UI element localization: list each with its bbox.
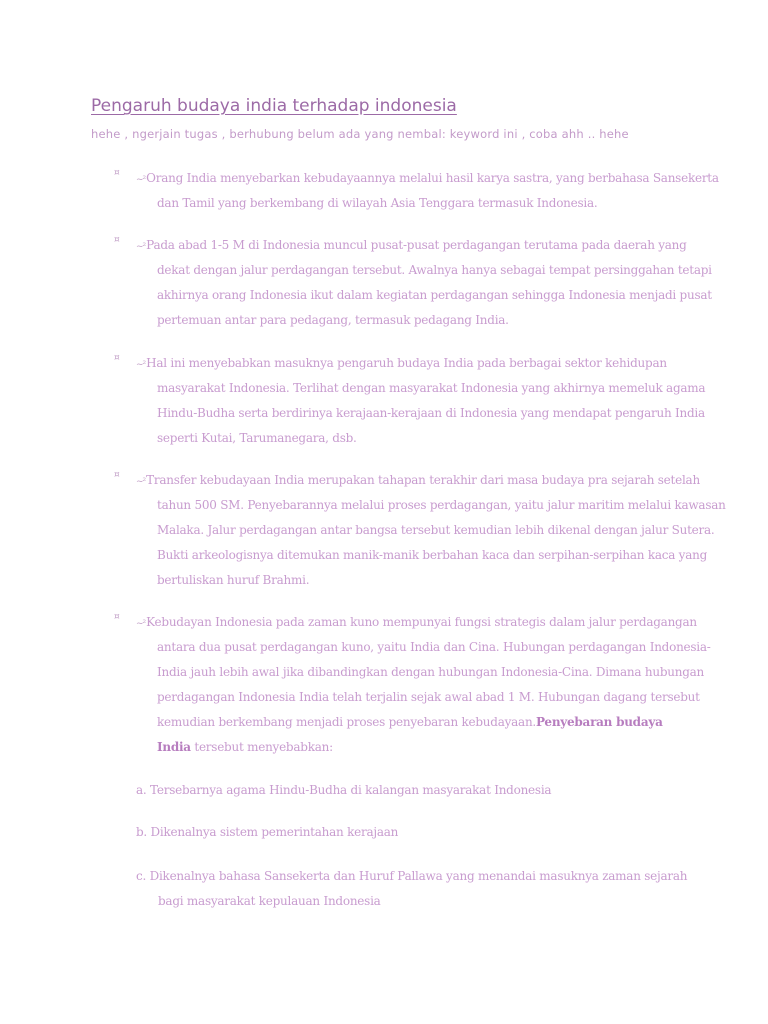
paragraph-line: seperti Kutai, Tarumanegara, dsb. xyxy=(157,431,357,445)
bullet-icon: ¤ xyxy=(114,168,120,178)
paragraph-line: Bukti arkeologisnya ditemukan manik-manik berbahan kaca dan serpihan-serpihan kaca yang xyxy=(157,548,708,562)
paragraph-line: Hindu-Budha serta berdirinya kerajaan-kerajaan di Indonesia yang mendapat pengaruh India xyxy=(157,406,705,420)
sub-item-line: c. Dikenalnya bahasa Sansekerta dan Huruf Pallawa yang menandai masuknya zaman sejarah xyxy=(136,869,688,883)
paragraph-line: India tersebut menyebabkan: xyxy=(157,740,333,754)
sub-list-item xyxy=(136,778,696,803)
paragraph-line: ~²Pada abad 1-5 M di Indonesia muncul pusat-pusat perdagangan terutama pada daerah yang xyxy=(136,238,687,252)
marker-icon: ~² xyxy=(136,360,146,370)
paragraph-line: India jauh lebih awal jika dibandingkan dengan hubungan Indonesia-Cina. Dimana hubungan xyxy=(157,665,705,679)
marker-icon: ~² xyxy=(136,175,146,185)
paragraph-line: bertuliskan huruf Brahmi. xyxy=(157,573,310,587)
paragraph-line: dan Tamil yang berkembang di wilayah Asia Tenggara termasuk Indonesia. xyxy=(157,196,598,210)
paragraph-line: ~²Transfer kebudayaan India merupakan tahapan terakhir dari masa budaya pra sejarah setelah xyxy=(136,473,700,487)
bullet-icon: ¤ xyxy=(114,353,120,363)
sub-list-item xyxy=(136,864,696,914)
paragraph-line: ~²Kebudayan Indonesia pada zaman kuno mempunyai fungsi strategis dalam jalur perdagangan xyxy=(136,615,697,629)
marker-icon: ~² xyxy=(136,242,146,252)
bullet-icon: ¤ xyxy=(114,470,120,480)
paragraph-line: ~²Orang India menyebarkan kebudayaannya melalui hasil karya sastra, yang berbahasa Sansekerta xyxy=(136,171,719,185)
paragraph-line: perdagangan Indonesia India telah terjalin sejak awal abad 1 M. Hubungan dagang tersebut xyxy=(157,690,700,704)
bullet-icon: ¤ xyxy=(114,612,120,622)
bold-phrase: Penyebaran budaya xyxy=(535,715,663,729)
sub-item-line: a. Tersebarnya agama Hindu-Budha di kalangan masyarakat Indonesia xyxy=(136,783,552,797)
bold-phrase: India xyxy=(157,740,191,754)
bullet-icon: ¤ xyxy=(114,235,120,245)
paragraph-line: ~²Hal ini menyebabkan masuknya pengaruh budaya India pada berbagai sektor kehidupan xyxy=(136,356,667,370)
paragraph-line: pertemuan antar para pedagang, termasuk pedagang India. xyxy=(157,313,509,327)
sub-item-line: bagi masyarakat kepulauan Indonesia xyxy=(158,894,381,908)
marker-icon: ~² xyxy=(136,619,146,629)
paragraph-line: dekat dengan jalur perdagangan tersebut. Awalnya hanya sebagai tempat persinggahan tetapi xyxy=(157,263,712,277)
paragraph-line: kemudian berkembang menjadi proses penyebaran kebudayaan.Penyebaran budaya xyxy=(157,715,663,729)
paragraph-line: tahun 500 SM. Penyebarannya melalui proses perdagangan, yaitu jalur maritim melalui kawasan xyxy=(157,498,726,512)
document-title: Pengaruh budaya india terhadap indonesia xyxy=(91,96,457,116)
paragraph-line: antara dua pusat perdagangan kuno, yaitu India dan Cina. Hubungan perdagangan Indonesia- xyxy=(157,640,711,654)
paragraph-line: akhirnya orang Indonesia ikut dalam kegiatan perdagangan sehingga Indonesia menjadi pusat xyxy=(157,288,712,302)
paragraph-line: masyarakat Indonesia. Terlihat dengan masyarakat Indonesia yang akhirnya memeluk agama xyxy=(157,381,706,395)
marker-icon: ~² xyxy=(136,477,146,487)
intro-text: hehe , ngerjain tugas , berhubung belum ada yang nembal: keyword ini , coba ahh .. hehe xyxy=(91,127,629,141)
paragraph-line: Malaka. Jalur perdagangan antar bangsa tersebut kemudian lebih dikenal dengan jalur Sutera. xyxy=(157,523,715,537)
sub-list-item xyxy=(136,820,696,845)
sub-item-line: b. Dikenalnya sistem pemerintahan kerajaan xyxy=(136,825,399,839)
